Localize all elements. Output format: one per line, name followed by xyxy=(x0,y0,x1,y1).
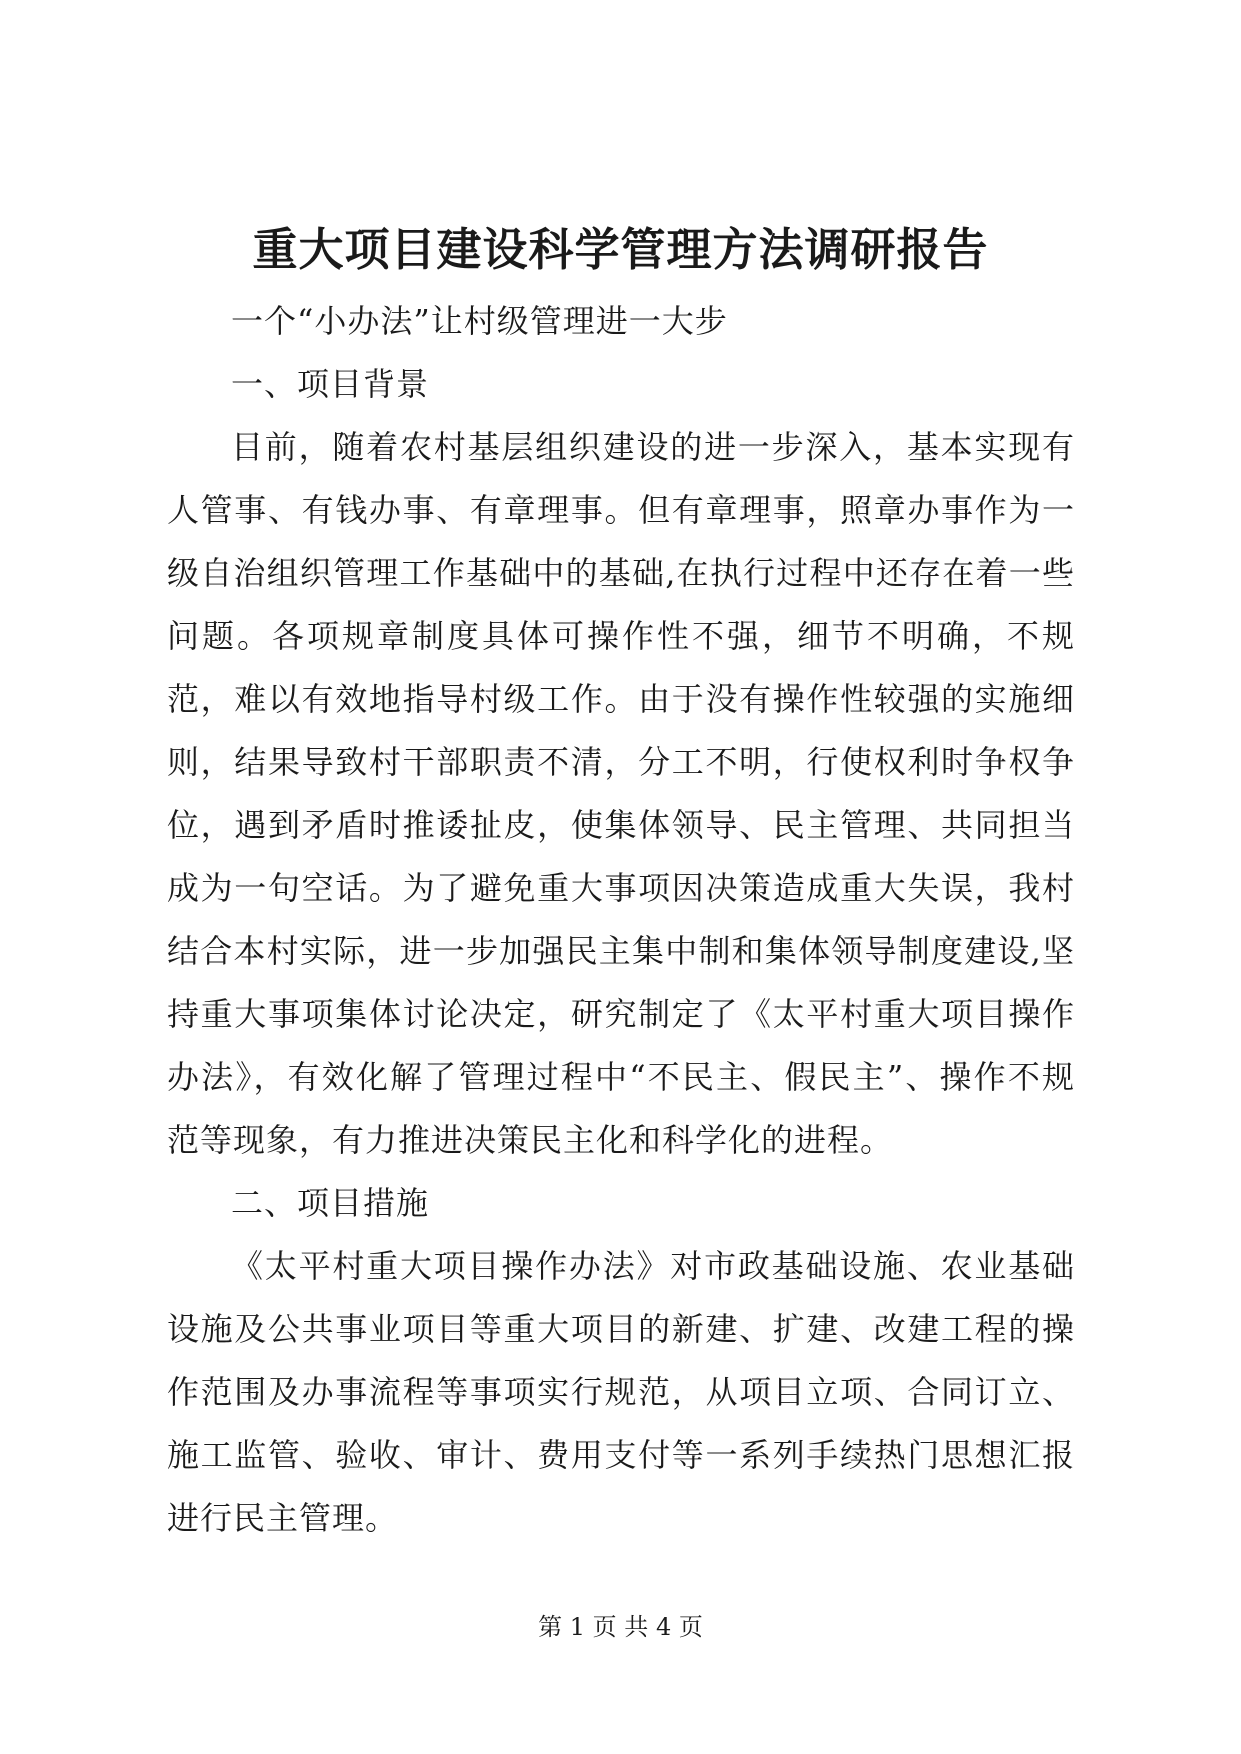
section-heading-measures: 二、项目措施 xyxy=(231,1184,430,1222)
paragraph-measures: 《太平村重大项目操作办法》对市政基础设施、农业基础设施及公共事业项目等重大项目的新建、扩建、改建工程的操作范围及办事流程等事项实行规范，从项目立项、合同订立、施工监管、验收、审计、费用支付等一系列手续热门思想汇报进行民主管理。 xyxy=(167,1247,1075,1537)
document-title: 重大项目建设科学管理方法调研报告 xyxy=(252,223,989,276)
section-heading-background: 一、项目背景 xyxy=(231,365,430,403)
page-footer: 第 1 页 共 4 页 xyxy=(538,1613,703,1641)
document-body xyxy=(167,290,1075,1550)
paragraph-background: 目前，随着农村基层组织建设的进一步深入，基本实现有人管事、有钱办事、有章理事。但有章理事，照章办事作为一级自治组织管理工作基础中的基础,在执行过程中还存在着一些问题。各项规章制度具体可操作性不强，细节不明确，不规范，难以有效地指导村级工作。由于没有操作性较强的实施细则，结果导致村干部职责不清，分工不明，行使权利时争权争位，遇到矛盾时推诿扯皮，使集体领导、民主管理、共同担当成为一句空话。为了避免重大事项因决策造成重大失误，我村结合本村实际，进一步加强民主集中制和集体领导制度建设,坚持重大事项集体讨论决定，研究制定了《太平村重大项目操作办法》，有效化解了管理过程中“不民主、假民主”、操作不规范等现象，有力推进决策民主化和科学化的进程。 xyxy=(167,428,1075,1159)
paragraph-subtitle: 一个“小办法”让村级管理进一大步 xyxy=(231,302,728,340)
